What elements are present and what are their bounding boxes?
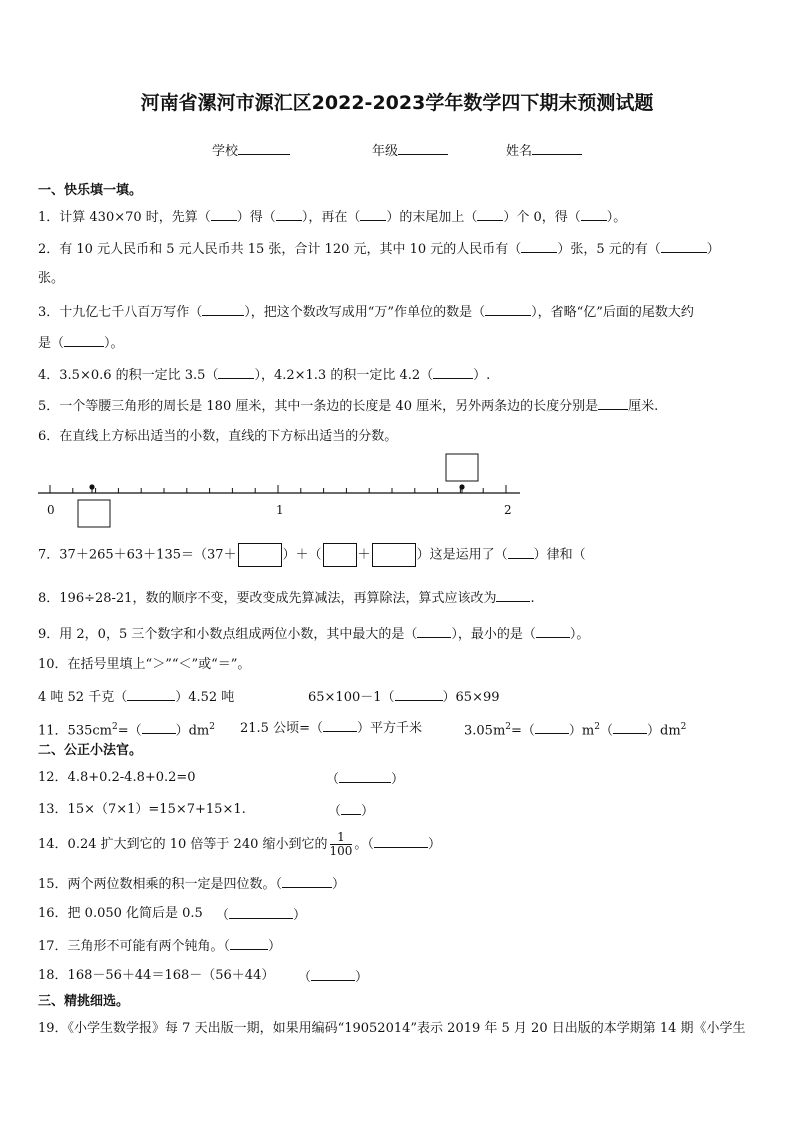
question-12: 12．4.8+0.2-4.8+0.2=0 [38,770,196,785]
grade-field: 年级 [372,140,448,159]
fraction: $\frac{1}{100}$ [329,830,353,858]
question-9: 9．用 2，0，5 三个数字和小数点组成两位小数，其中最大的是（ ），最小的是（ ）。 [38,624,589,644]
question-11-c: $3.05m^2=$（ ）$m^2$（ ）$dm^2$ [464,722,687,739]
question-2: 2．有 10 元人民币和 5 元人民币共 15 张，合计 120 元，其中 10 元的人民币有（ ）张，5 元的有（ ） [38,239,720,259]
page-title: 河南省漯河市源汇区2022-2023学年数学四下期末预测试题 [140,92,654,114]
tick-label-1: 1 [276,503,284,517]
question-4: 4．3.5×0.6 的积一定比 3.5（ ），4.2×1.3 的积一定比 4.2（ ）. [38,365,490,385]
question-12-answer: （ ） [326,769,404,789]
question-1: 1．计算 430×70 时，先算（ ）得（ ），再在（ ）的末尾加上（ ）个 0，得（ ）。 [38,207,626,227]
section-2-heading: 二、公正小法官。 [38,743,143,758]
question-3-cont: 是（ ）。 [38,333,124,353]
question-19: 19．《小学生数学报》每 7 天出版一期，如果用编码“19052014”表示 2019 年 5 月 20 日出版的本学期第 14 期《小学生 [38,1021,746,1036]
question-16: 16．把 0.050 化简后是 0.5 [38,906,203,921]
question-6: 6．在直线上方标出适当的小数，直线的下方标出适当的分数。 [38,429,398,444]
name-field: 姓名 [506,140,582,159]
answer-box-lower[interactable] [78,500,110,527]
question-18-answer: （ ） [298,967,368,987]
question-11: 11．$535cm^2=$（ ）$dm^2$ [38,722,215,739]
question-11-b: 21.5 公顷=（ ）平方千米 [240,718,422,738]
question-13: 13．15×（7×1）=15×7+15×1. [38,802,246,817]
tick-label-2: 2 [504,503,512,517]
question-10-a: 4 吨 52 千克（ ）4.52 吨 [38,687,234,707]
section-3-heading: 三、精挑细选。 [38,994,130,1009]
number-line [0,448,794,528]
question-3: 3．十九亿七千八百万写作（ ），把这个数改写成用“万”作单位的数是（ ），省略“亿”后面的尾数大约 [38,302,694,322]
question-16-answer: （ ） [216,905,306,925]
question-5: 5．一个等腰三角形的周长是 180 厘米，其中一条边的长度是 40 厘米，另外两条边的长度分别是 厘米. [38,396,658,416]
question-2-cont: 张。 [38,271,65,286]
number-line-ticks [50,485,506,493]
question-18: 18．168－56＋44＝168－（56＋44） [38,968,275,983]
question-14: 14．0.24 扩大到它的 10 倍等于 240 缩小到它的 $\frac{1}{100}$ 。（ ） [38,830,441,858]
question-7: 7．37＋265＋63＋135＝（37＋ ）＋（ ＋ ）这是运用了（ ）律和（ [38,543,586,567]
question-13-answer: （ ） [328,801,374,821]
section-1-heading: 一、快乐填一填。 [38,183,143,198]
tick-label-0: 0 [47,503,55,517]
school-field: 学校 [212,140,290,159]
answer-box[interactable] [238,543,282,567]
question-10-b: 65×100－1（ ）65×99 [308,687,500,707]
question-8: 8．196÷28-21，数的顺序不变，要改变成先算减法，再算除法，算式应该改为 . [38,588,535,608]
question-17: 17．三角形不可能有两个钝角。（ ） [38,936,281,956]
question-10: 10．在括号里填上“＞”“＜”或“＝”。 [38,657,251,672]
answer-box-upper[interactable] [446,454,478,481]
answer-box[interactable] [372,543,416,567]
question-15: 15．两个两位数相乘的积一定是四位数。（ ） [38,874,345,894]
answer-box[interactable] [323,543,357,567]
